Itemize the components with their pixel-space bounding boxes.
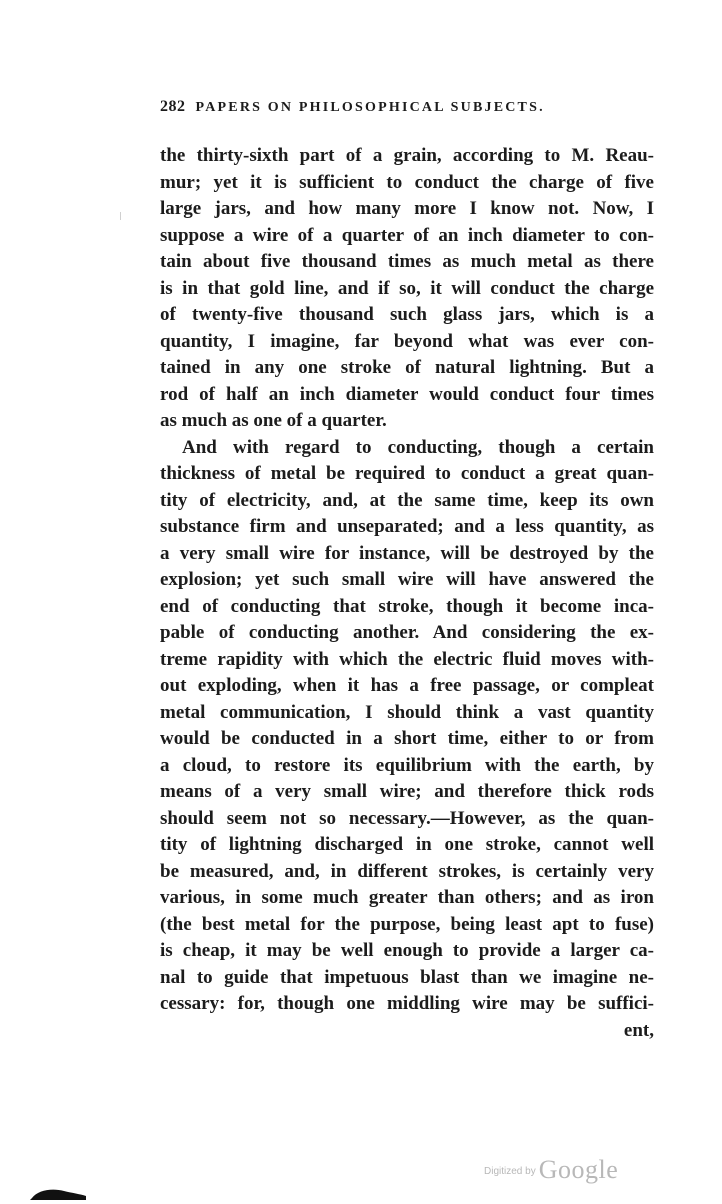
text-line: substance firm and unseparated; and a less quantity, as xyxy=(160,516,654,537)
text-line: means of a very small wire; and therefore thick rods xyxy=(160,781,654,802)
text-line: various, in some much greater than others; and as iron xyxy=(160,887,654,908)
page-number: 282 xyxy=(160,98,186,115)
text-line: quantity, I imagine, far beyond what was ever con- xyxy=(160,330,654,352)
catchword: ent, xyxy=(623,1019,654,1041)
text-line: cessary: for, though one middling wire may be suffici- xyxy=(160,993,654,1014)
text-line: be measured, and, in different strokes, is certainly very xyxy=(160,860,654,882)
running-title: PAPERS ON PHILOSOPHICAL SUBJECTS. xyxy=(195,100,545,115)
text-line: (the best metal for the purpose, being least apt to fuse) xyxy=(160,913,654,935)
text-line: suppose a wire of a quarter of an inch diameter to con- xyxy=(160,224,654,246)
text-line: would be conducted in a short time, either to or from xyxy=(160,728,654,749)
text-line: treme rapidity with which the electric fluid moves with- xyxy=(160,648,654,670)
running-header xyxy=(160,98,654,116)
text-line: explosion; yet such small wire will have answered the xyxy=(160,569,654,590)
watermark-prefix: Digitized by xyxy=(484,1166,536,1177)
text-line: tain about five thousand times as much metal as there xyxy=(160,251,654,272)
margin-mark xyxy=(120,212,121,220)
text-line: should seem not so necessary.—However, as the quan- xyxy=(160,807,654,829)
text-line: is in that gold line, and if so, it will conduct the charge xyxy=(160,277,654,299)
body-text xyxy=(160,143,654,1044)
ink-blot-mark xyxy=(30,1186,90,1200)
text-line: tity of lightning discharged in one stroke, cannot well xyxy=(160,834,654,855)
text-line: mur; yet it is sufficient to conduct the charge of five xyxy=(160,171,654,193)
text-line: a very small wire for instance, will be destroyed by the xyxy=(160,542,654,564)
text-line: the thirty-sixth part of a grain, according to M. Reau- xyxy=(160,145,654,166)
text-line: tity of electricity, and, at the same time, keep its own xyxy=(160,489,654,511)
watermark-brand: Google xyxy=(538,1155,619,1184)
paragraph-start-line: And with regard to conducting, though a certain xyxy=(182,436,654,458)
text-line: large jars, and how many more I know not. Now, I xyxy=(160,198,654,219)
text-line: pable of conducting another. And considering the ex- xyxy=(160,622,654,643)
digitized-by-google-watermark xyxy=(484,1155,618,1185)
text-line: metal communication, I should think a vast quantity xyxy=(160,701,654,723)
text-line: tained in any one stroke of natural lightning. But a xyxy=(160,357,654,378)
paragraph-end-line: as much as one of a quarter. xyxy=(160,410,387,431)
text-line: thickness of metal be required to conduct a great quan- xyxy=(160,463,654,484)
text-line: out exploding, when it has a free passage, or compleat xyxy=(160,675,654,696)
text-line: of twenty-five thousand such glass jars, which is a xyxy=(160,304,654,325)
text-line: nal to guide that impetuous blast than we imagine ne- xyxy=(160,966,654,988)
text-line: rod of half an inch diameter would conduct four times xyxy=(160,383,654,405)
text-line: end of conducting that stroke, though it become inca- xyxy=(160,595,654,617)
text-line: is cheap, it may be well enough to provide a larger ca- xyxy=(160,940,654,961)
text-line: a cloud, to restore its equilibrium with the earth, by xyxy=(160,754,654,776)
